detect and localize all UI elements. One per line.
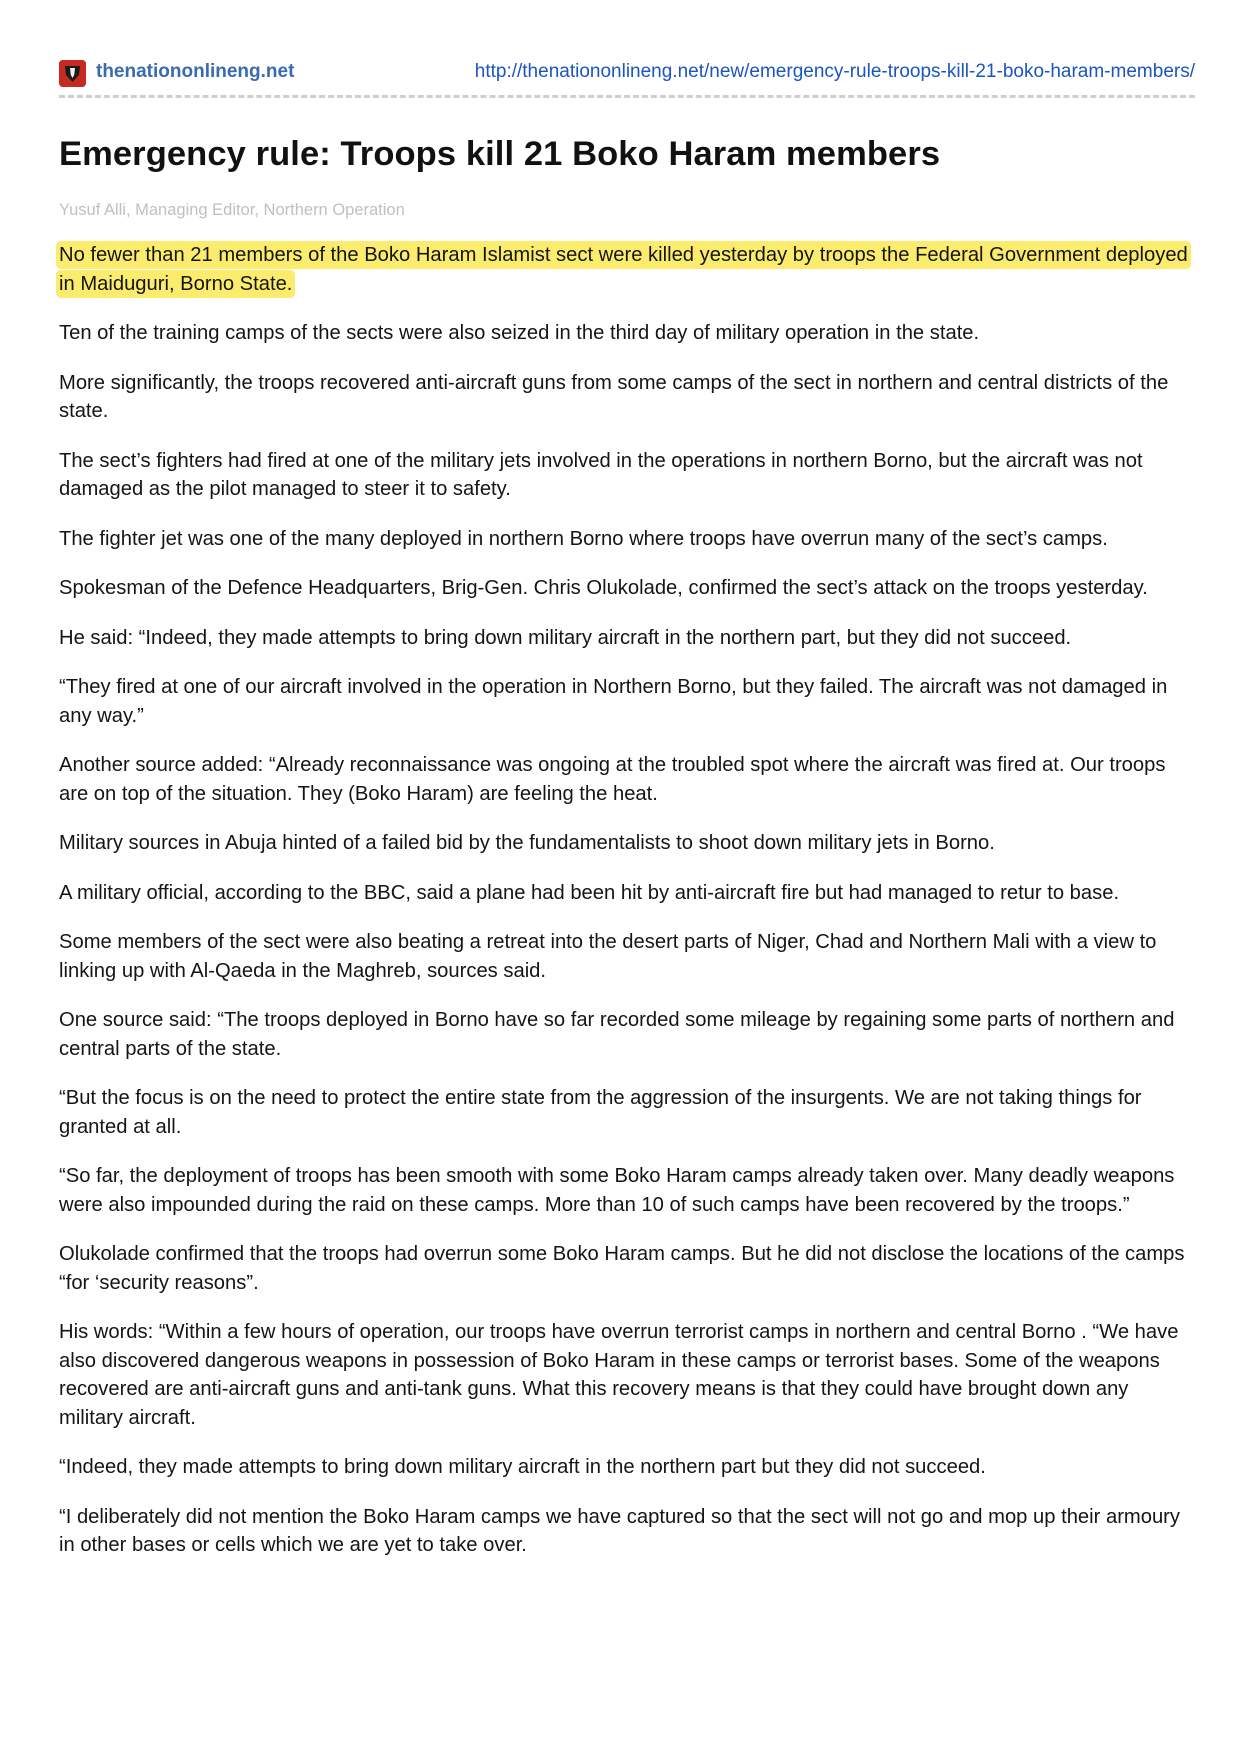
article-byline: Yusuf Alli, Managing Editor, Northern Operation: [59, 201, 405, 219]
page-url-link[interactable]: http://thenationonlineng.net/new/emergency-rule-troops-kill-21-boko-haram-members/: [474, 61, 1195, 82]
paragraph: “They fired at one of our aircraft involved in the operation in Northern Borno, but they failed. The aircraft was not damaged in any way.”: [59, 676, 1168, 727]
shield-icon: [59, 60, 86, 87]
paragraph: “So far, the deployment of troops has been smooth with some Boko Haram camps already taken over. Many deadly weapons were also impounded during the raid on these camps. More than 10 of such camps have been recovered by the troops.”: [59, 1165, 1175, 1216]
paragraph: Olukolade confirmed that the troops had overrun some Boko Haram camps. But he did not disclose the locations of the camps “for ‘security reasons”.: [59, 1243, 1185, 1294]
paragraph: “I deliberately did not mention the Boko Haram camps we have captured so that the sect will not go and mop up their armoury in other bases or cells which we are yet to take over.: [59, 1505, 1180, 1556]
lead-paragraph: [59, 241, 1189, 298]
paragraph: He said: “Indeed, they made attempts to bring down military aircraft in the northern part, but they did not succeed.: [59, 626, 1072, 649]
header-divider: [59, 95, 1195, 98]
highlighted-lead-text: No fewer than 21 members of the Boko Haram Islamist sect were killed yesterday by troops the Federal Government deployed in Maiduguri, Borno State.: [59, 244, 1188, 295]
paragraph: Military sources in Abuja hinted of a failed bid by the fundamentalists to shoot down military jets in Borno.: [59, 832, 995, 854]
paragraph: Some members of the sect were also beating a retreat into the desert parts of Niger, Chad and Northern Mali with a view to linking up with Al-Qaeda in the Maghreb, sources said.: [59, 931, 1157, 982]
paragraph: His words: “Within a few hours of operation, our troops have overrun terrorist camps in northern and central Borno . “We have also discovered dangerous weapons in possession of Boko Haram in these camps or terrorist bases. Some of the weapons recovered are anti-aircraft guns and anti-tank guns. What this recovery means is that they could have brought down any military aircraft.: [59, 1321, 1179, 1429]
paragraph: The fighter jet was one of the many deployed in northern Borno where troops have overrun many of the sect’s camps.: [59, 527, 1108, 550]
paragraph: A military official, according to the BBC, said a plane had been hit by anti-aircraft fire but had managed to retur to base.: [59, 881, 1120, 904]
article-title: Emergency rule: Troops kill 21 Boko Haram members: [59, 135, 941, 173]
article-body: [59, 241, 1189, 1581]
page-header: [59, 0, 1195, 96]
paragraph: “Indeed, they made attempts to bring down military aircraft in the northern part but they did not succeed.: [59, 1456, 986, 1478]
paragraph: One source said: “The troops deployed in Borno have so far recorded some mileage by regaining some parts of northern and central parts of the state.: [59, 1009, 1175, 1060]
site-logo-icon: [59, 60, 86, 87]
paragraph: Ten of the training camps of the sects were also seized in the third day of military operation in the state.: [59, 322, 980, 344]
paragraph: Another source added: “Already reconnaissance was ongoing at the troubled spot where the aircraft was fired at. Our troops are on top of the situation. They (Boko Haram) are feeling the heat.: [59, 754, 1166, 805]
paragraph: “But the focus is on the need to protect the entire state from the aggression of the insurgents. We are not taking things for granted at all.: [59, 1087, 1142, 1138]
site-name[interactable]: thenationonlineng.net: [96, 61, 295, 82]
paragraph: The sect’s fighters had fired at one of the military jets involved in the operations in northern Borno, but the aircraft was not damaged as the pilot managed to steer it to safety.: [59, 449, 1143, 500]
document-page: [59, 0, 1195, 1556]
paragraph: Spokesman of the Defence Headquarters, Brig-Gen. Chris Olukolade, confirmed the sect’s attack on the troops yesterday.: [59, 577, 1148, 599]
paragraph: More significantly, the troops recovered anti-aircraft guns from some camps of the sect in northern and central districts of the state.: [59, 371, 1169, 422]
